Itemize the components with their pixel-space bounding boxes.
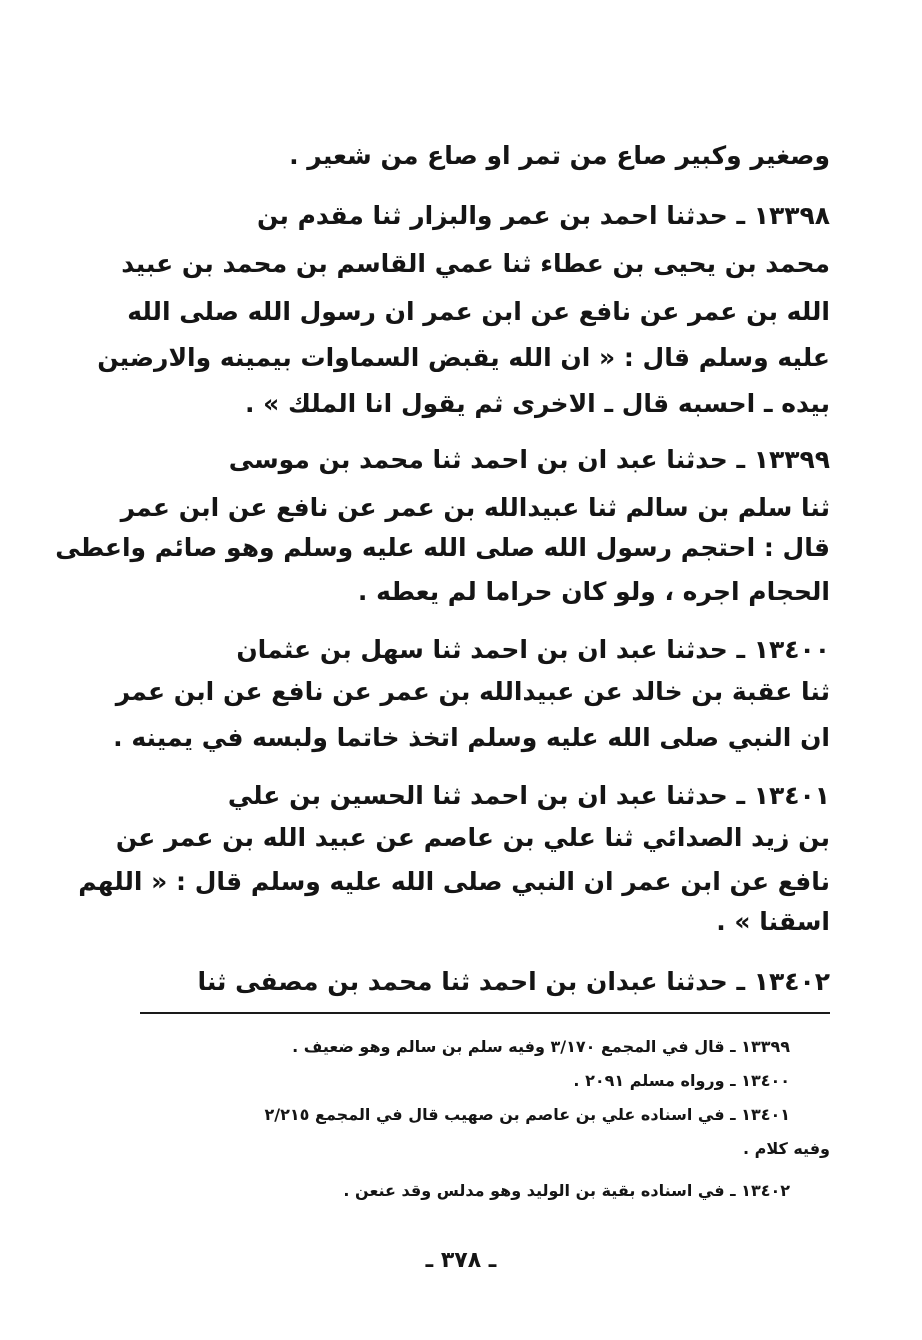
hadith-heading-13398: ١٣٣٩٨ ـ حدثنا احمد بن عمر والبزار ثنا مقدم بن bbox=[257, 201, 830, 230]
text-line: ثنا سلم بن سالم ثنا عبيدالله بن عمر عن نافع عن ابن عمر bbox=[120, 493, 830, 522]
text-line: وصغير وكبير صاع من تمر او صاع من شعير . bbox=[289, 141, 830, 170]
hadith-heading-13402: ١٣٤٠٢ ـ حدثنا عبدان بن احمد ثنا محمد بن مصفى ثنا bbox=[197, 967, 830, 996]
footnote-13400: ١٣٤٠٠ ـ ورواه مسلم ٢٠٩١ . bbox=[573, 1071, 790, 1090]
page-number: ـ ٣٧٨ ـ bbox=[425, 1248, 497, 1273]
text-line: الحجام اجره ، ولو كان حراما لم يعطه . bbox=[357, 577, 830, 606]
text-line: بن زيد الصدائي ثنا علي بن عاصم عن عبيد الله بن عمر عن bbox=[115, 823, 830, 852]
hadith-heading-13400: ١٣٤٠٠ ـ حدثنا عبد ان بن احمد ثنا سهل بن عثمان bbox=[236, 635, 830, 664]
text-line: عليه وسلم قال : « ان الله يقبض السماوات بيمينه والارضين bbox=[97, 343, 830, 372]
footnote-divider bbox=[140, 1012, 830, 1014]
text-line: ان النبي صلى الله عليه وسلم اتخذ خاتما ولبسه في يمينه . bbox=[113, 723, 830, 752]
text-line: بيده ـ احسبه قال ـ الاخرى ثم يقول انا الملك » . bbox=[244, 389, 830, 418]
text-line: ثنا عقبة بن خالد عن عبيدالله بن عمر عن نافع عن ابن عمر bbox=[115, 677, 830, 706]
text-line: محمد بن يحيى بن عطاء ثنا عمي القاسم بن محمد بن عبيد bbox=[121, 249, 830, 278]
text-line: الله بن عمر عن نافع عن ابن عمر ان رسول الله صلى الله bbox=[127, 297, 830, 326]
text-line: قال : احتجم رسول الله صلى الله عليه وسلم وهو صائم واعطى bbox=[55, 533, 830, 562]
footnote-13399: ١٣٣٩٩ ـ قال في المجمع ٣/١٧٠ وفيه سلم بن سالم وهو ضعيف . bbox=[292, 1037, 790, 1056]
text-line: نافع عن ابن عمر ان النبي صلى الله عليه وسلم قال : « اللهم bbox=[78, 867, 830, 896]
hadith-heading-13399: ١٣٣٩٩ ـ حدثنا عبد ان بن احمد ثنا محمد بن موسى bbox=[228, 445, 830, 474]
text-line: اسقنا » . bbox=[716, 907, 830, 936]
footnote-13401: ١٣٤٠١ ـ في اسناده علي بن عاصم بن صهيب قال في المجمع ٢/٢١٥ bbox=[264, 1105, 790, 1124]
hadith-heading-13401: ١٣٤٠١ ـ حدثنا عبد ان بن احمد ثنا الحسين بن علي bbox=[227, 781, 830, 810]
footnote-13401-cont: وفيه كلام . bbox=[742, 1139, 830, 1158]
footnote-13402: ١٣٤٠٢ ـ في اسناده بقية بن الوليد وهو مدلس وقد عنعن . bbox=[343, 1181, 790, 1200]
